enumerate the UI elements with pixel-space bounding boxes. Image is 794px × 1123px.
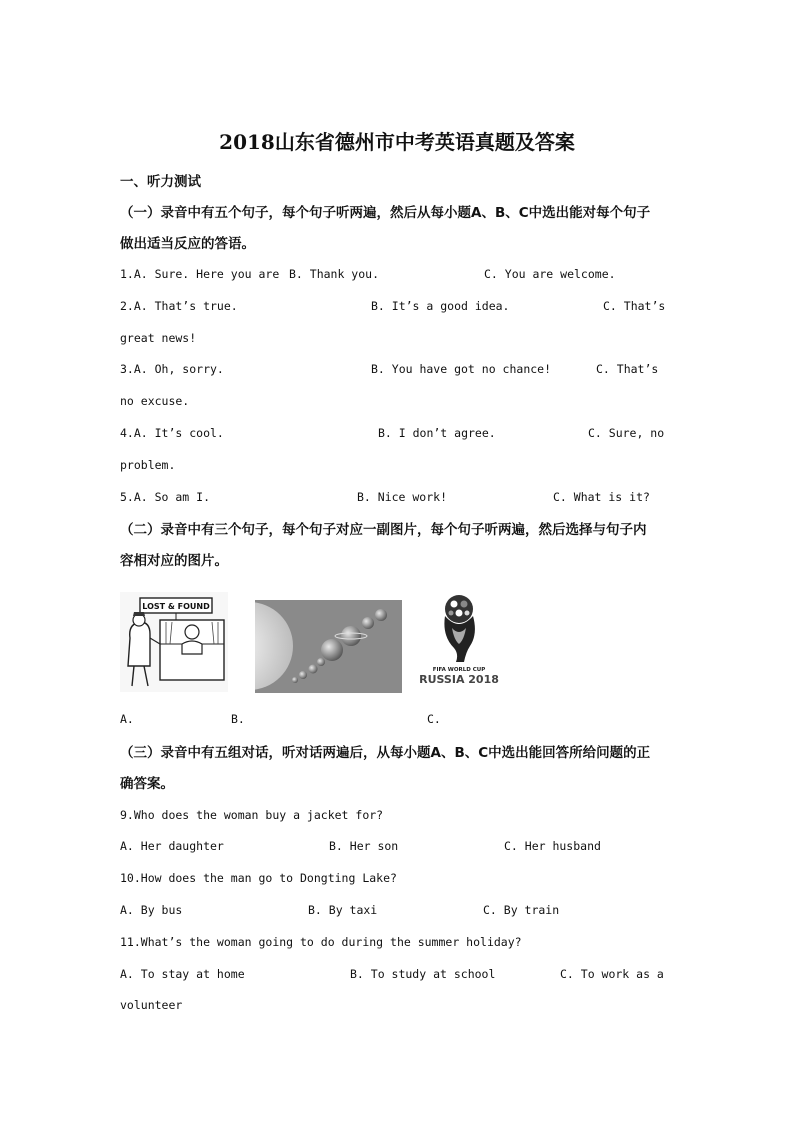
part1-instruction-line2: 做出适当反应的答语。 xyxy=(120,236,255,252)
picture-lost-and-found xyxy=(120,592,228,692)
q10-option-a: A. By bus xyxy=(120,903,183,917)
solar-system-icon xyxy=(255,600,402,693)
q2-option-c: C. That’s xyxy=(603,299,666,313)
q11-option-c: C. To work as a xyxy=(560,967,664,981)
q1-option-b: B. Thank you. xyxy=(289,267,380,281)
q11-option-b: B. To study at school xyxy=(350,967,496,981)
q9-option-b: B. Her son xyxy=(329,839,399,853)
page-title: 2018山东省德州市中考英语真题及答案 xyxy=(219,130,575,154)
picture-label-c: C. xyxy=(427,712,441,726)
q3-option-a: 3.A. Oh, sorry. xyxy=(120,362,224,376)
picture-world-cup-logo xyxy=(414,592,504,690)
q2-option-b: B. It’s a good idea. xyxy=(371,299,510,313)
q2-option-c-continued: great news! xyxy=(120,331,197,345)
part3-instruction-line1: （三）录音中有五组对话，听对话两遍后，从每小题A、B、C中选出能回答所给问题的正 xyxy=(120,745,651,761)
section-heading-listening: 一、听力测试 xyxy=(120,174,201,190)
q3-option-c-continued: no excuse. xyxy=(120,394,190,408)
part1-instruction-line1: （一）录音中有五个句子，每个句子听两遍，然后从每小题A、B、C中选出能对每个句子 xyxy=(120,205,651,221)
q2-option-a: 2.A. That’s true. xyxy=(120,299,238,313)
part3-instruction-line2: 确答案。 xyxy=(120,776,174,792)
q9-option-a: A. Her daughter xyxy=(120,839,224,853)
logo-russia-text: RUSSIA 2018 xyxy=(419,673,499,686)
q3-option-b: B. You have got no chance! xyxy=(371,362,552,376)
picture-label-b: B. xyxy=(231,712,245,726)
logo-fifa-text: FIFA WORLD CUP xyxy=(432,667,486,673)
q9-option-c: C. Her husband xyxy=(504,839,601,853)
q4-option-c-continued: problem. xyxy=(120,458,176,472)
q10-option-c: C. By train xyxy=(483,903,560,917)
q1-option-a: 1.A. Sure. Here you are xyxy=(120,267,280,281)
q1-option-c: C. You are welcome. xyxy=(484,267,616,281)
q10-stem: 10.How does the man go to Dongting Lake? xyxy=(120,871,397,885)
lost-found-cartoon-icon xyxy=(120,592,228,692)
q5-option-c: C. What is it? xyxy=(553,490,650,504)
q11-option-c-continued: volunteer xyxy=(120,998,183,1012)
q10-option-b: B. By taxi xyxy=(308,903,378,917)
q4-option-c: C. Sure, no xyxy=(588,426,665,440)
q11-option-a: A. To stay at home xyxy=(120,967,245,981)
lost-found-sign-text: LOST & FOUND xyxy=(142,602,210,611)
q4-option-b: B. I don’t agree. xyxy=(378,426,496,440)
part2-instruction-line1: （二）录音中有三个句子，每个句子对应一副图片，每个句子听两遍，然后选择与句子内 xyxy=(120,522,647,538)
q11-stem: 11.What’s the woman going to do during the summer holiday? xyxy=(120,935,522,949)
q5-option-b: B. Nice work! xyxy=(357,490,448,504)
q4-option-a: 4.A. It’s cool. xyxy=(120,426,224,440)
world-cup-logo-icon xyxy=(414,592,504,690)
q3-option-c: C. That’s xyxy=(596,362,659,376)
part2-instruction-line2: 容相对应的图片。 xyxy=(120,553,228,569)
picture-label-a: A. xyxy=(120,712,134,726)
q5-option-a: 5.A. So am I. xyxy=(120,490,211,504)
q9-stem: 9.Who does the woman buy a jacket for? xyxy=(120,808,384,822)
picture-solar-system xyxy=(255,600,402,693)
